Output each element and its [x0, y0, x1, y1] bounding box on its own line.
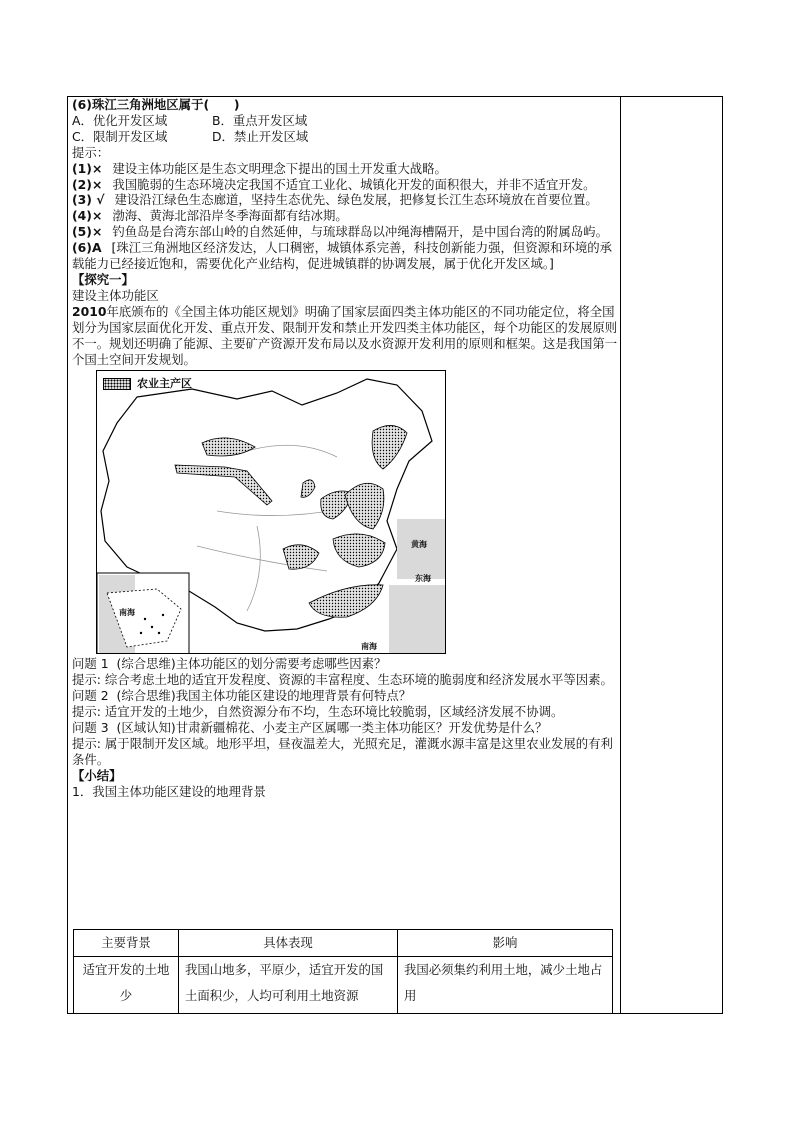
map-legend: [103, 376, 192, 392]
tip-text: 建设主体功能区是生态文明理念下提出的国土开发重大战略。: [112, 160, 447, 176]
question6-options-row1: [72, 113, 618, 129]
tip-text: [珠江三角洲地区经济发达，人口稠密，城镇体系完善，科技创新能力强，但资源和环境的承载能力已经接近饱和，需要优化产业结构，促进城镇群的协调发展，属于优化开发区域。]: [72, 240, 613, 272]
tip-item: [72, 192, 618, 208]
explore-title: 建设主体功能区: [72, 287, 159, 303]
question-text: (综合思维)主体功能区的划分需要考虑哪些因素？: [116, 656, 387, 672]
tip-mark: (4)×: [72, 208, 103, 224]
tip-text: 我国脆弱的生态环境决定我国不适宜工业化、城镇化开发的面积很大，并非不适宜开发。: [112, 176, 596, 192]
tip-mark: (6)A: [72, 240, 102, 256]
china-agriculture-map: [96, 370, 446, 654]
table-cell: 我国山地多，平原少，适宜开发的国土面积少，人均可利用土地资源: [179, 957, 398, 1014]
tip-text: 综合考虑土地的适宜开发程度、资源的丰富程度、生态环境的脆弱度和经济发展水平等因素。: [104, 672, 613, 688]
tip-mark: (3) √: [72, 192, 105, 208]
tip-mark: (2)×: [72, 176, 103, 192]
tip-label: 提示:: [72, 672, 101, 688]
answer-1: [72, 672, 618, 688]
tip-text: 钓鱼岛是台湾东部山岭的自然延伸，与琉球群岛以冲绳海槽隔开，是中国台湾的附属岛屿。: [112, 224, 608, 240]
question-1: [72, 656, 618, 672]
question-3: [72, 720, 618, 736]
question-2: [72, 688, 618, 704]
label-nanhai: 南海: [361, 642, 377, 652]
question-title: 问题 1: [72, 656, 109, 672]
tip-label: 提示:: [72, 735, 101, 751]
summary-heading: 【小结】: [72, 767, 122, 783]
tip-text: 渤海、黄海北部沿岸冬季海面都有结冰期。: [112, 208, 348, 224]
question6-stem: (6)珠江三角洲地区属于( ): [72, 97, 240, 112]
option-d: D．禁止开发区域: [212, 128, 309, 144]
question6-options-row2: [72, 129, 618, 145]
tips-label: 提示：: [72, 144, 110, 160]
table-row: [74, 957, 613, 1014]
tip-text: 建设沿江绿色生态廊道，坚持生态优先、绿色发展，把修复长江生态环境放在首要位置。: [114, 192, 598, 208]
column-divider: [620, 96, 621, 1014]
tip-item: [72, 161, 618, 177]
summary-table: [73, 929, 613, 1014]
option-a: A．优化开发区域: [72, 112, 168, 128]
label-nanhai-inset: 南海: [119, 608, 135, 618]
question-text: (区域认知)甘肃新疆棉花、小麦主产区属哪一类主体功能区？开发优势是什么？: [116, 720, 548, 736]
question-title: 问题 2: [72, 688, 109, 704]
tip-mark: (5)×: [72, 224, 103, 240]
tip-label: 提示:: [72, 704, 101, 720]
tip-text: 适宜开发的土地少，自然资源分布不均，生态环境比较脆弱，区域经济发展不协调。: [104, 704, 564, 720]
table-cell: 适宜开发的土地少: [74, 957, 179, 1014]
explore-intro: [72, 304, 618, 368]
option-b: B．重点开发区域: [212, 112, 308, 128]
summary-item-1: 1．我国主体功能区建设的地理背景: [72, 783, 266, 799]
tip-text: 属于限制开发区域。地形平坦，昼夜温差大，光照充足，灌溉水源丰富是这里农业发展的有利条件。: [72, 735, 613, 767]
legend-swatch: [103, 378, 131, 390]
question-title: 问题 3: [72, 720, 109, 736]
tip-item: [72, 224, 618, 240]
tip-item: [72, 177, 618, 193]
table-header-cell: 具体表现: [179, 930, 398, 957]
label-huanghai: 黄海: [411, 540, 427, 550]
answer-3: [72, 736, 618, 768]
intro-text: 年底颁布的《全国主体功能区规划》明确了国家层面四类主体功能区的不同功能定位，将全国划分为国家层面优化开发、重点开发、限制开发和禁止开发四类主体功能区，每个功能区的发展原则不一。规划还明确了能源、主要矿产资源开发布局以及水资源开发利用的原则和框架。这是我国第一个国土空间开发规划。: [72, 303, 618, 367]
table-header-row: [74, 930, 613, 957]
question-text: (综合思维)我国主体功能区建设的地理背景有何特点？: [116, 688, 412, 704]
intro-year: 2010: [72, 303, 107, 319]
table-header-cell: 主要背景: [74, 930, 179, 957]
answer-2: [72, 704, 618, 720]
label-donghai: 东海: [415, 574, 431, 584]
tip-item: [72, 240, 618, 272]
main-content: [72, 97, 618, 800]
legend-label: 农业主产区: [137, 377, 192, 391]
table-header-cell: 影响: [398, 930, 613, 957]
option-c: C．限制开发区域: [72, 128, 168, 144]
table-cell: 我国必须集约利用土地，减少土地占用: [398, 957, 613, 1014]
tip-mark: (1)×: [72, 160, 103, 176]
tip-item: [72, 208, 618, 224]
explore-heading: 【探究一】: [72, 271, 134, 287]
map-graphic: [97, 371, 446, 654]
